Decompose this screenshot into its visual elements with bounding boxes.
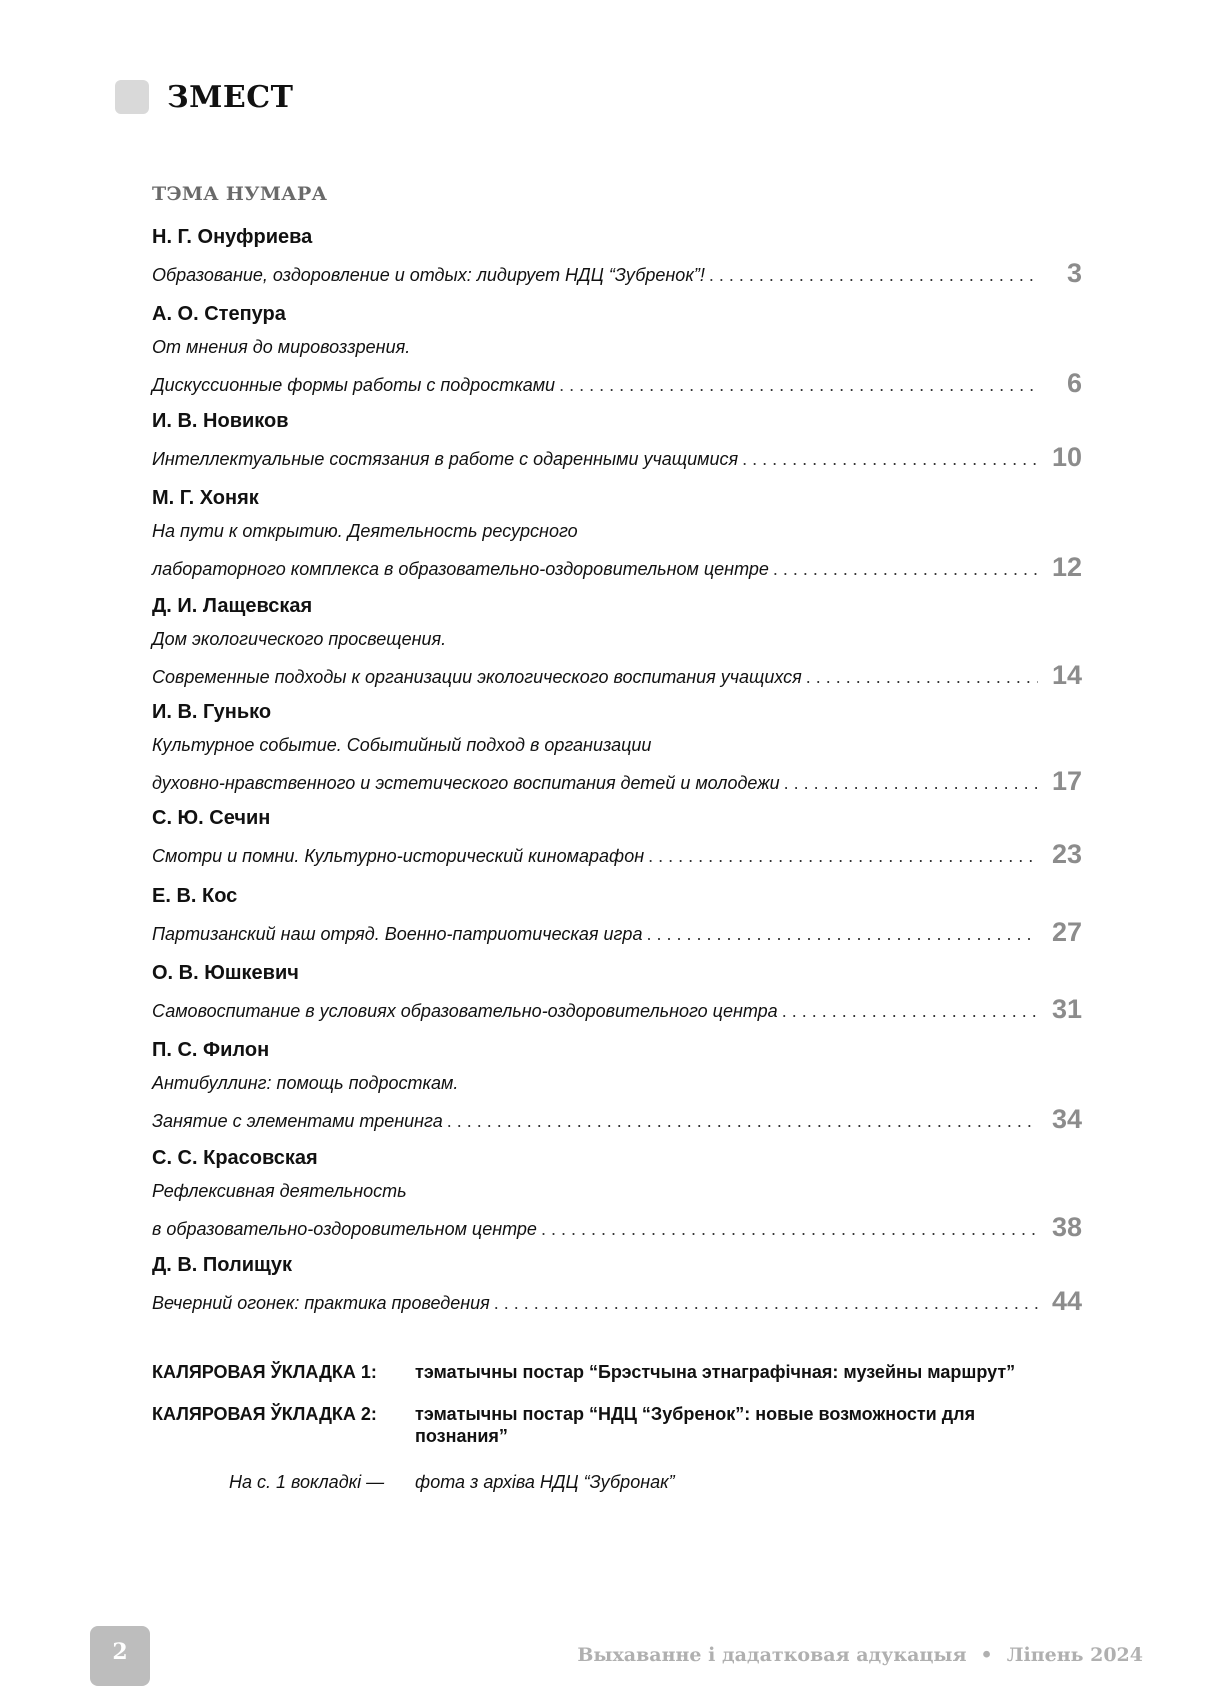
toc-author: Д. И. Лащевская <box>152 595 313 617</box>
toc-title-line: Образование, оздоровление и отдых: лидирует НДЦ “Зубренок”! <box>152 265 705 285</box>
toc-entry <box>152 1038 1082 1134</box>
toc-page-number: 31 <box>1051 994 1082 1024</box>
toc-title-row <box>152 1104 1082 1134</box>
toc-title-row <box>152 258 1082 288</box>
insert-text: тэматычны постар “Брэстчына этнаграфічная: музейны маршрут” <box>415 1362 1016 1382</box>
toc-page-number: 3 <box>1066 258 1082 288</box>
toc-entry <box>152 700 1082 796</box>
toc-title-row <box>152 994 1082 1024</box>
toc-page-number: 17 <box>1051 766 1082 796</box>
toc-title-row <box>152 839 1082 869</box>
toc-author: Н. Г. Онуфриева <box>152 226 313 248</box>
toc-page-number: 12 <box>1051 552 1082 582</box>
toc-title-line: Интеллектуальные состязания в работе с одаренными учащимися <box>152 449 739 469</box>
toc-title-line: На пути к открытию. Деятельность ресурсного <box>152 521 578 541</box>
toc-author: С. С. Красовская <box>152 1147 318 1169</box>
footer-bullet: • <box>980 1644 993 1666</box>
dot-leader <box>541 1217 1038 1242</box>
toc-author: Д. В. Полищук <box>152 1254 293 1276</box>
dot-leader <box>709 263 1038 288</box>
dot-leader <box>646 922 1038 947</box>
toc-title-line: Дискуссионные формы работы с подростками <box>152 375 556 395</box>
dot-leader <box>742 447 1038 472</box>
dot-leader <box>806 665 1038 690</box>
toc-page-number: 44 <box>1051 1286 1082 1316</box>
insert-text: тэматычны постар “НДЦ “Зубренок”: новые возможности для познания” <box>415 1404 976 1446</box>
toc-title-row <box>152 917 1082 947</box>
toc-title-line: в образовательно-оздоровительном центре <box>152 1219 537 1239</box>
toc-author: Е. В. Кос <box>152 885 238 907</box>
toc-author: О. В. Юшкевич <box>152 962 299 984</box>
toc-title-line: Рефлексивная деятельность <box>152 1181 407 1201</box>
toc-title-row <box>152 1212 1082 1242</box>
header-marker <box>115 80 149 114</box>
toc-title-line: Дом экологического просвещения. <box>152 629 447 649</box>
toc-page-number: 6 <box>1066 368 1082 398</box>
section-heading: ТЭМА НУМАРА <box>152 183 328 205</box>
toc-entry <box>152 302 1082 398</box>
toc-title-row <box>152 368 1082 398</box>
toc-title-line: Современные подходы к организации экологического воспитания учащихся <box>152 667 802 687</box>
issue-date: Ліпень 2024 <box>1006 1644 1143 1666</box>
page-number: 2 <box>90 1626 150 1686</box>
dot-leader <box>648 844 1038 869</box>
cover-note-text: фота з архіва НДЦ “Зубронак” <box>415 1472 675 1492</box>
toc-title-line: лабораторного комплекса в образовательно-оздоровительном центре <box>152 559 769 579</box>
page-title: ЗМЕСТ <box>167 80 294 115</box>
toc-entry <box>152 225 1082 288</box>
toc-page-number: 38 <box>1051 1212 1082 1242</box>
dot-leader <box>773 557 1038 582</box>
toc-page-number: 27 <box>1051 917 1082 947</box>
toc-entry <box>152 409 1082 472</box>
dot-leader <box>447 1109 1038 1134</box>
dot-leader <box>784 771 1038 796</box>
toc-title-row <box>152 660 1082 690</box>
dot-leader <box>782 999 1038 1024</box>
toc-title-row <box>152 442 1082 472</box>
toc-author: С. Ю. Сечин <box>152 807 271 829</box>
toc-author: А. О. Степура <box>152 303 286 325</box>
toc-title-line: Культурное событие. Событийный подход в организации <box>152 735 652 755</box>
toc-entry <box>152 884 1082 947</box>
toc-entry <box>152 806 1082 869</box>
footer-journal <box>577 1643 1143 1667</box>
toc-title-row <box>152 766 1082 796</box>
toc-entry <box>152 594 1082 690</box>
journal-name: Выхаванне і дадатковая адукацыя <box>577 1644 967 1666</box>
toc-entry <box>152 1253 1082 1316</box>
toc-entry <box>152 1146 1082 1242</box>
insert-label: КАЛЯРОВАЯ ЎКЛАДКА 1: <box>152 1362 377 1382</box>
toc-page-number: 10 <box>1051 442 1082 472</box>
toc-title-line: Смотри и помни. Культурно-исторический киномарафон <box>152 846 645 866</box>
cover-note-label: На с. 1 вокладкі — <box>229 1472 385 1492</box>
toc-title-line: Вечерний огонек: практика проведения <box>152 1293 490 1313</box>
toc-author: М. Г. Хоняк <box>152 487 259 509</box>
toc-page-number: 23 <box>1051 839 1082 869</box>
toc-title-row <box>152 1286 1082 1316</box>
toc-author: И. В. Гунько <box>152 701 272 723</box>
toc-title-line: Занятие с элементами тренинга <box>152 1111 443 1131</box>
toc-title-line: духовно-нравственного и эстетического воспитания детей и молодежи <box>152 773 780 793</box>
toc-title-line: Антибуллинг: помощь подросткам. <box>152 1073 459 1093</box>
toc-page-number: 14 <box>1051 660 1082 690</box>
toc-author: И. В. Новиков <box>152 410 289 432</box>
toc-title-line: Партизанский наш отряд. Военно-патриотическая игра <box>152 924 643 944</box>
insert-label: КАЛЯРОВАЯ ЎКЛАДКА 2: <box>152 1404 377 1424</box>
toc-title-line: От мнения до мировоззрения. <box>152 337 411 357</box>
toc-entry <box>152 961 1082 1024</box>
toc-title-line: Самовоспитание в условиях образовательно-оздоровительного центра <box>152 1001 778 1021</box>
toc-page-number: 34 <box>1051 1104 1082 1134</box>
toc-entry <box>152 486 1082 582</box>
cover-note <box>229 1471 675 1493</box>
toc-author: П. С. Филон <box>152 1039 270 1061</box>
toc-title-row <box>152 552 1082 582</box>
dot-leader <box>494 1291 1038 1316</box>
dot-leader <box>559 373 1038 398</box>
